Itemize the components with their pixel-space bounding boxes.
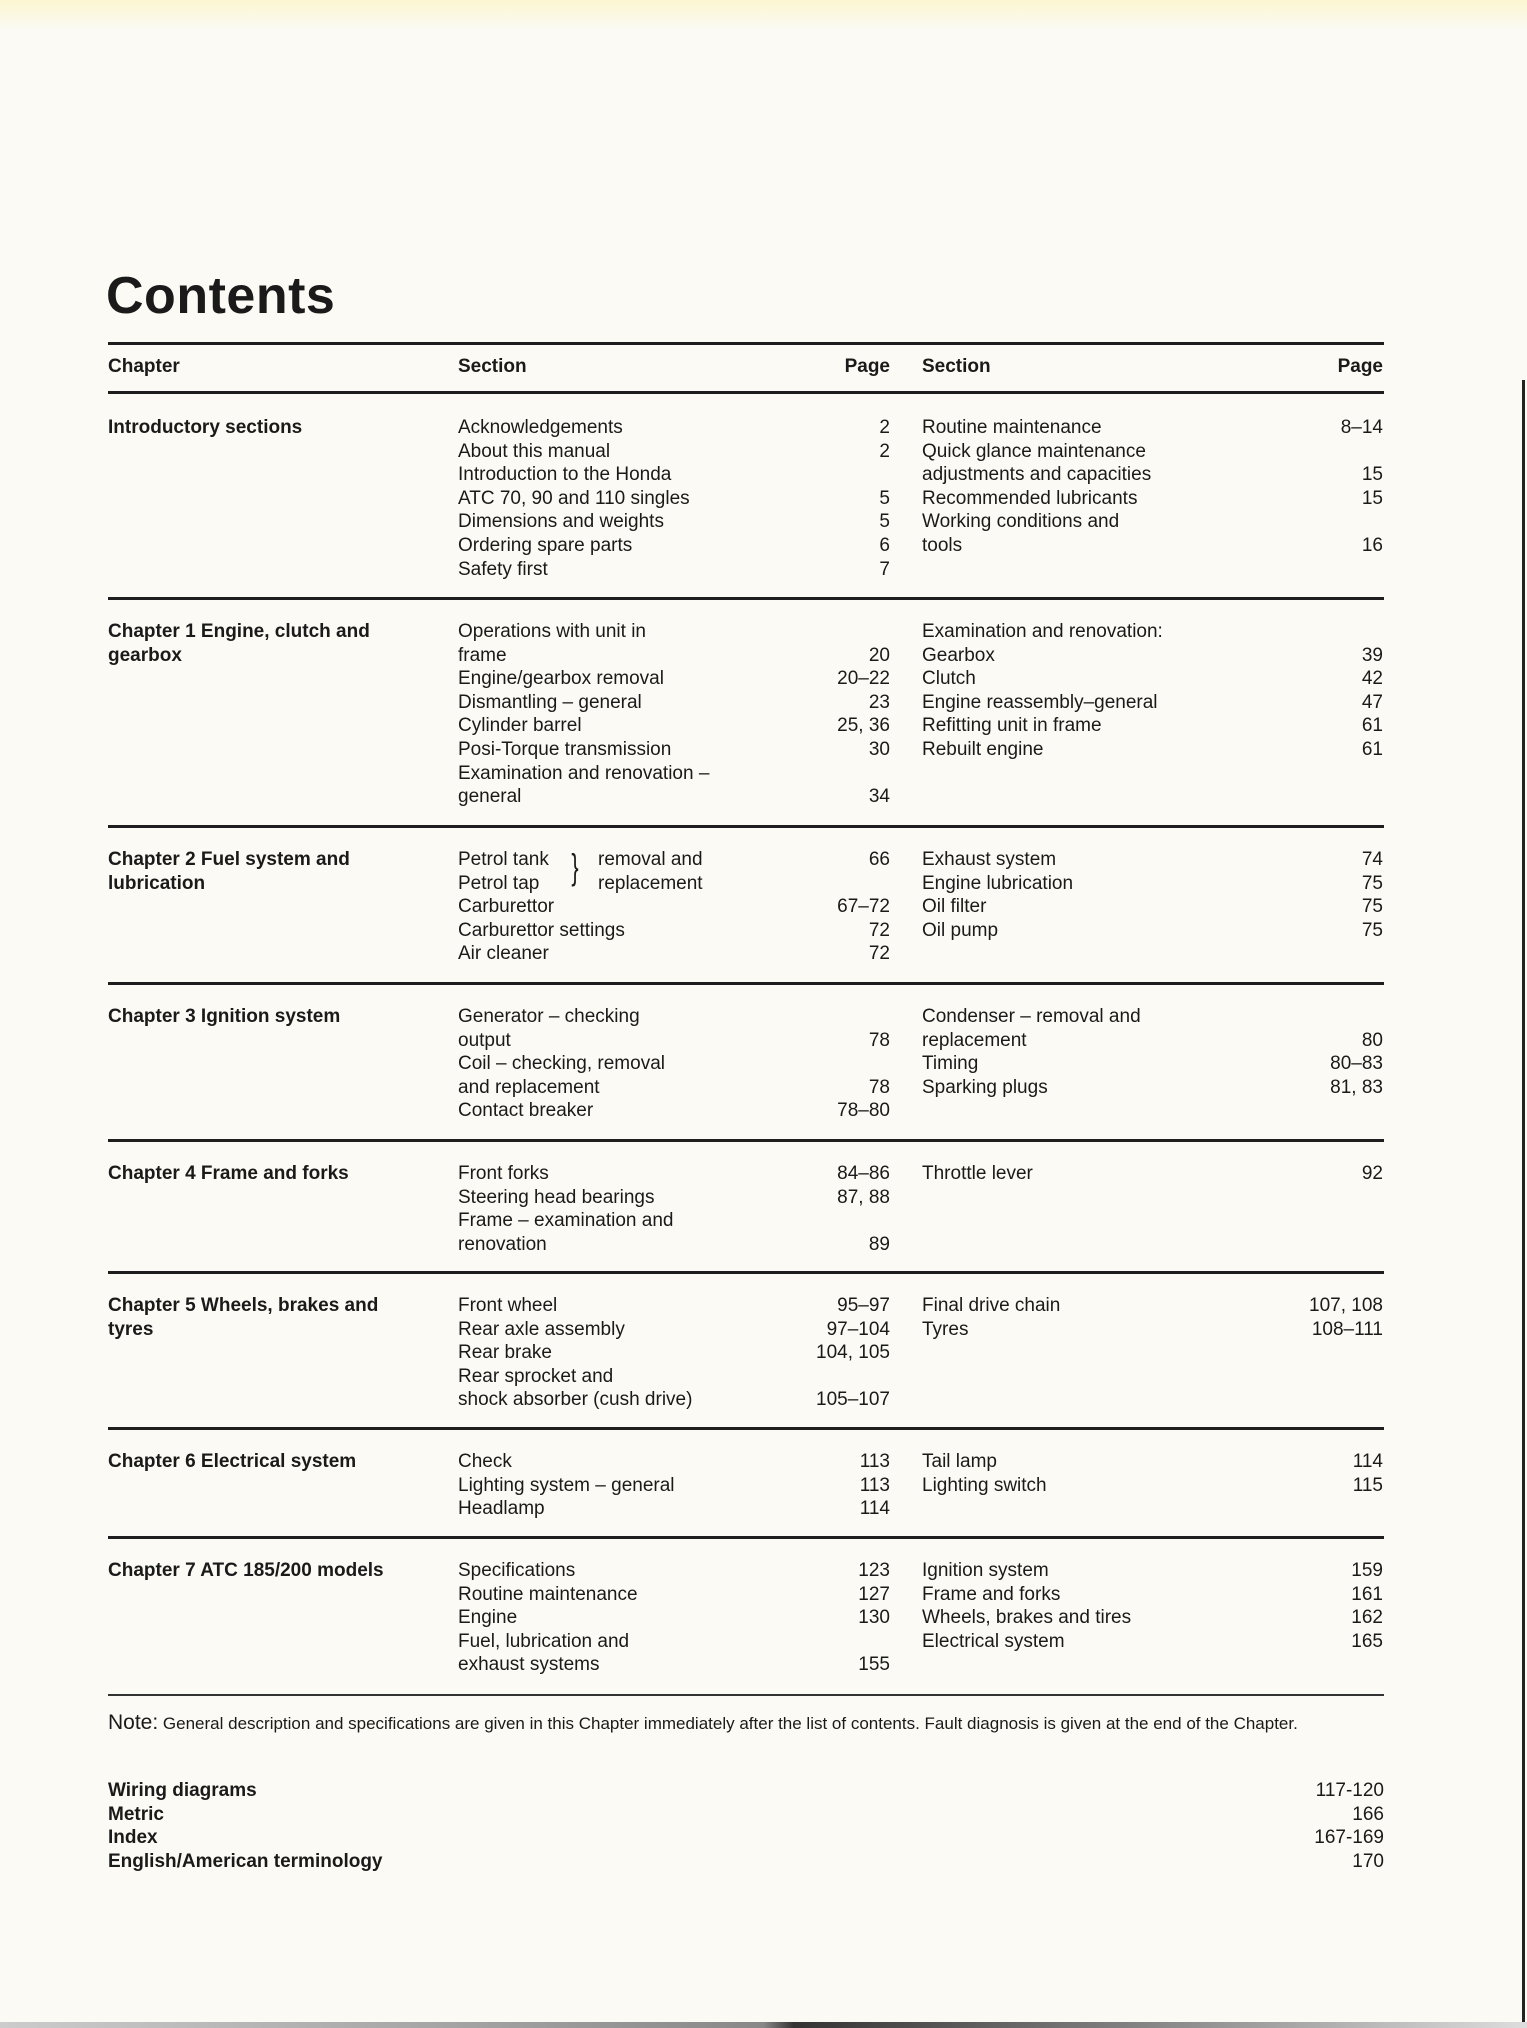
section-entry[interactable]: Front forks [458,1163,549,1184]
section-entry[interactable]: Safety first [458,558,548,580]
page-number: 34 [868,786,890,808]
chapter-title-line: Chapter 1 Engine, clutch and [108,621,370,642]
section-entry[interactable]: Final drive chain [922,1295,1061,1316]
section-entry[interactable]: Engine/gearbox removal [458,668,664,690]
page-number: 170 [1352,1850,1384,1872]
section-entry[interactable]: Condenser – removal and [922,1006,1141,1027]
section-column-2 [922,1450,1252,1497]
page-number: 165 [1351,1630,1383,1652]
section-entry[interactable]: Coil – checking, removal [458,1053,665,1075]
page-number [780,1209,890,1233]
section-entry[interactable]: Introduction to the Honda [458,464,672,486]
section-entry[interactable]: Dismantling – general [458,691,642,713]
section-entry[interactable]: Oil pump [922,919,999,941]
section-entry[interactable]: Ignition system [922,1560,1049,1581]
page-number: 80–83 [1330,1053,1383,1075]
page-number: 114 [859,1498,890,1520]
section-entry[interactable]: Carburettor settings [458,919,625,941]
chapter-title-line: Chapter 6 Electrical system [108,1451,357,1472]
note-paragraph [108,1711,1384,1736]
page-number: 92 [1361,1163,1383,1184]
page-number: 155 [858,1654,890,1676]
page-number: 74 [1361,849,1383,870]
section-entry[interactable]: Rear sprocket and [458,1365,614,1387]
section-entry[interactable]: exhaust systems [458,1654,600,1676]
section-entry[interactable]: Engine lubrication [922,872,1074,894]
page-number: 2 [879,440,890,462]
page-number: 75 [1361,896,1383,918]
chapter-title-line: gearbox [108,644,182,666]
page-column-1 [780,416,890,581]
page-number: 39 [1361,644,1383,666]
page-number [1250,620,1383,644]
header-section-2: Section [922,356,991,377]
section-entry[interactable]: Frame and forks [922,1583,1061,1605]
section-entry[interactable]: Cylinder barrel [458,715,582,737]
page-number [780,872,890,896]
page-column-1 [780,1450,890,1521]
page-number: 66 [868,849,890,870]
page-number: 84–86 [837,1163,890,1184]
section-entry[interactable]: Routine maintenance [922,417,1102,438]
page-number [780,1005,890,1029]
page-number: 78 [868,1076,890,1098]
page-number: 78 [868,1029,890,1051]
section-entry[interactable]: Tail lamp [922,1451,997,1472]
header-section-1: Section [458,356,527,377]
page-number: 30 [868,738,890,760]
page-number: 162 [1351,1607,1383,1629]
brace-label: removal and [598,849,703,870]
section-entry[interactable]: Throttle lever [922,1163,1033,1184]
section-entry[interactable]: Engine reassembly–general [922,691,1158,713]
page-number: 72 [868,943,890,965]
misc-entry[interactable] [108,1850,1384,1874]
page-number: 75 [1361,872,1383,894]
section-column-1 [458,1162,788,1256]
brace-label: replacement [598,872,703,894]
section-entry[interactable]: Engine [458,1607,518,1629]
section-entry[interactable]: Gearbox [922,644,995,666]
misc-entry[interactable] [108,1803,1384,1827]
section-column-1 [458,1559,788,1677]
note-label: Note: [108,1711,159,1734]
page-number: 15 [1361,464,1383,486]
section-column-1 [458,1294,788,1412]
chapter-title-line: tyres [108,1318,154,1340]
page-number: 167-169 [1314,1827,1384,1849]
chapter-title [108,1162,438,1186]
section-entry[interactable]: Quick glance maintenance [922,440,1146,462]
page-number [780,1365,890,1389]
chapter-title-line: Chapter 3 Ignition system [108,1006,341,1027]
page-column-1 [780,1162,890,1256]
page-title: Contents [106,267,336,325]
page-column-2 [1250,848,1383,942]
chapter-title-line: Chapter 7 ATC 185/200 models [108,1560,384,1581]
misc-entry-label: Metric [108,1803,164,1825]
section-entry[interactable]: Timing [922,1053,979,1075]
page-column-2 [1250,1294,1383,1341]
section-entry[interactable]: Fuel, lubrication and [458,1630,630,1652]
page-number: 7 [879,558,890,580]
header-page-2: Page [1337,356,1383,377]
page-number: 104, 105 [816,1342,890,1364]
page-column-1 [780,1005,890,1123]
chapter-title [108,1005,438,1029]
section-column-1 [458,848,788,966]
page-number [780,1630,890,1654]
page-number: 2 [879,417,890,438]
section-entry[interactable]: Working conditions and [922,511,1120,533]
page-top-tint [0,0,1527,30]
misc-entry-label: Wiring diagrams [108,1780,257,1801]
section-entry[interactable]: replacement [922,1029,1027,1051]
section-entry[interactable]: Examination and renovation – [458,762,710,784]
table-end-rule [108,1694,1384,1696]
section-entry[interactable]: About this manual [458,440,611,462]
page-edge-line [1522,380,1525,2028]
section-entry[interactable]: Steering head bearings [458,1186,655,1208]
chapter-divider-rule [108,1536,1384,1539]
page-column-2 [1250,416,1383,558]
section-entry[interactable]: Exhaust system [922,849,1057,870]
section-entry-label: Petrol tap [458,872,540,894]
page-column-1 [780,1559,890,1677]
page-number: 47 [1361,691,1383,713]
misc-entry-label: Index [108,1827,158,1849]
section-entry[interactable]: Tyres [922,1318,969,1340]
section-column-2 [922,1162,1252,1186]
page-number [780,620,890,644]
chapter-title-line: Chapter 2 Fuel system and [108,849,350,870]
section-entry[interactable]: and replacement [458,1076,600,1098]
section-column-2 [922,416,1252,558]
section-entry[interactable]: Front wheel [458,1295,558,1316]
curly-brace-icon: } [571,846,579,887]
page-number: 5 [879,487,890,509]
section-entry[interactable]: Examination and renovation: [922,621,1163,642]
page-number: 115 [1352,1474,1383,1496]
section-entry[interactable]: Air cleaner [458,943,549,965]
chapter-divider-rule [108,1139,1384,1142]
section-entry[interactable]: Dimensions and weights [458,511,664,533]
misc-entry-label: English/American terminology [108,1850,383,1872]
page-number: 20 [868,644,890,666]
page-number: 114 [1352,1451,1383,1472]
section-column-2 [922,1294,1252,1341]
page-number: 61 [1361,715,1383,737]
section-entry[interactable]: Rear axle assembly [458,1318,625,1340]
page-number: 97–104 [826,1318,890,1340]
chapter-title-line: lubrication [108,872,206,894]
header-top-rule [108,342,1384,345]
section-entry[interactable]: Carburettor [458,896,555,918]
section-column-2 [922,1005,1252,1099]
section-entry[interactable]: frame [458,644,507,666]
page-number: 20–22 [837,668,890,690]
section-entry[interactable]: shock absorber (cush drive) [458,1389,693,1411]
section-entry[interactable]: Rear brake [458,1342,552,1364]
chapter-divider-rule [108,1427,1384,1430]
page-number [1250,510,1383,534]
page-number: 159 [1351,1560,1383,1581]
page-number: 8–14 [1340,417,1383,438]
section-column-1 [458,1005,788,1123]
page-number: 81, 83 [1330,1076,1383,1098]
section-column-1 [458,620,788,809]
page-number: 123 [858,1560,890,1581]
section-entry[interactable]: general [458,786,522,808]
section-entry-brace[interactable] [458,872,788,896]
section-entry[interactable]: Check [458,1451,512,1472]
note-text: General description and specifications are given in this Chapter immediately after the list of contents. Fault diagnosis is given at the end of the Chapter. [158,1714,1298,1733]
section-entry[interactable]: Clutch [922,668,976,690]
page-bottom-edge [0,2022,1527,2028]
page-column-2 [1250,620,1383,762]
chapter-divider-rule [108,982,1384,985]
page-number: 78–80 [837,1100,890,1122]
page-number: 61 [1361,738,1383,760]
page-number: 108–111 [1311,1318,1383,1340]
page-number: 80 [1361,1029,1383,1051]
page-number: 127 [858,1583,890,1605]
page-column-2 [1250,1559,1383,1653]
chapter-title [108,1559,438,1583]
section-entry[interactable]: Frame – examination and [458,1210,674,1232]
page-column-1 [780,1294,890,1412]
section-column-1 [458,416,788,581]
page-number [1250,440,1383,464]
chapter-title [108,1450,438,1474]
chapter-title [108,620,438,667]
chapter-title-line: Introductory sections [108,417,303,438]
page-number: 166 [1352,1803,1384,1825]
page-number: 105–107 [816,1389,890,1411]
page-number: 87, 88 [837,1186,890,1208]
chapter-divider-rule [108,597,1384,600]
page-column-2 [1250,1005,1383,1099]
section-entry[interactable]: Acknowledgements [458,417,623,438]
section-entry[interactable]: Rebuilt engine [922,738,1044,760]
page-number: 23 [868,691,890,713]
chapter-title-line: Chapter 5 Wheels, brakes and [108,1295,379,1316]
page-number: 95–97 [837,1295,890,1316]
section-entry[interactable]: Lighting switch [922,1474,1047,1496]
page-number: 25, 36 [837,715,890,737]
page-number: 15 [1361,487,1383,509]
page-number: 161 [1351,1583,1383,1605]
page-number [1250,1005,1383,1029]
chapter-divider-rule [108,1271,1384,1274]
page-number [780,1052,890,1076]
section-entry[interactable]: ATC 70, 90 and 110 singles [458,487,690,509]
section-entry[interactable]: adjustments and capacities [922,464,1152,486]
section-entry[interactable]: Routine maintenance [458,1583,638,1605]
page-number: 89 [868,1233,890,1255]
section-entry[interactable]: Ordering spare parts [458,534,633,556]
page-column-1 [780,848,890,966]
header-chapter: Chapter [108,356,180,377]
section-column-2 [922,1559,1252,1653]
chapter-title [108,1294,438,1341]
header-bottom-rule [108,391,1384,394]
section-entry[interactable]: renovation [458,1233,547,1255]
header-page-1: Page [844,356,890,377]
page-number: 6 [879,534,890,556]
page-number: 72 [868,919,890,941]
page-number: 42 [1361,668,1383,690]
section-entry[interactable]: Sparking plugs [922,1076,1048,1098]
page-column-1 [780,620,890,809]
section-entry[interactable]: Electrical system [922,1630,1065,1652]
section-entry[interactable]: Lighting system – general [458,1474,675,1496]
page-number [780,463,890,487]
section-entry[interactable]: Headlamp [458,1498,545,1520]
chapter-title [108,848,438,895]
page-number: 113 [859,1451,890,1472]
section-column-2 [922,620,1252,762]
section-entry-label: Petrol tank [458,849,549,870]
page-number: 107, 108 [1309,1295,1383,1316]
misc-entry[interactable] [108,1779,1384,1803]
section-entry[interactable]: tools [922,534,963,556]
page-column-2 [1250,1450,1383,1497]
section-entry[interactable]: Oil filter [922,896,987,918]
chapter-title [108,416,438,440]
chapter-title-line: Chapter 4 Frame and forks [108,1163,349,1184]
chapter-divider-rule [108,825,1384,828]
section-entry[interactable]: Recommended lubricants [922,487,1138,509]
section-column-1 [458,1450,788,1521]
page-number: 67–72 [837,896,890,918]
section-entry[interactable]: Contact breaker [458,1100,594,1122]
page-number: 5 [879,511,890,533]
section-entry[interactable]: Refitting unit in frame [922,715,1102,737]
page-number: 130 [858,1607,890,1629]
section-entry[interactable]: output [458,1029,511,1051]
page-number: 75 [1361,919,1383,941]
section-entry[interactable]: Specifications [458,1560,576,1581]
section-entry[interactable]: Operations with unit in [458,621,646,642]
section-column-2 [922,848,1252,942]
section-entry[interactable]: Posi-Torque transmission [458,738,672,760]
page-number: 117-120 [1315,1780,1384,1801]
misc-entries [108,1779,1384,1873]
section-entry[interactable]: Wheels, brakes and tires [922,1607,1132,1629]
page-column-2 [1250,1162,1383,1186]
section-entry[interactable]: Generator – checking [458,1006,640,1027]
page-number: 16 [1361,534,1383,556]
page-number: 113 [859,1474,890,1496]
misc-entry[interactable] [108,1826,1384,1850]
page-number [780,762,890,786]
